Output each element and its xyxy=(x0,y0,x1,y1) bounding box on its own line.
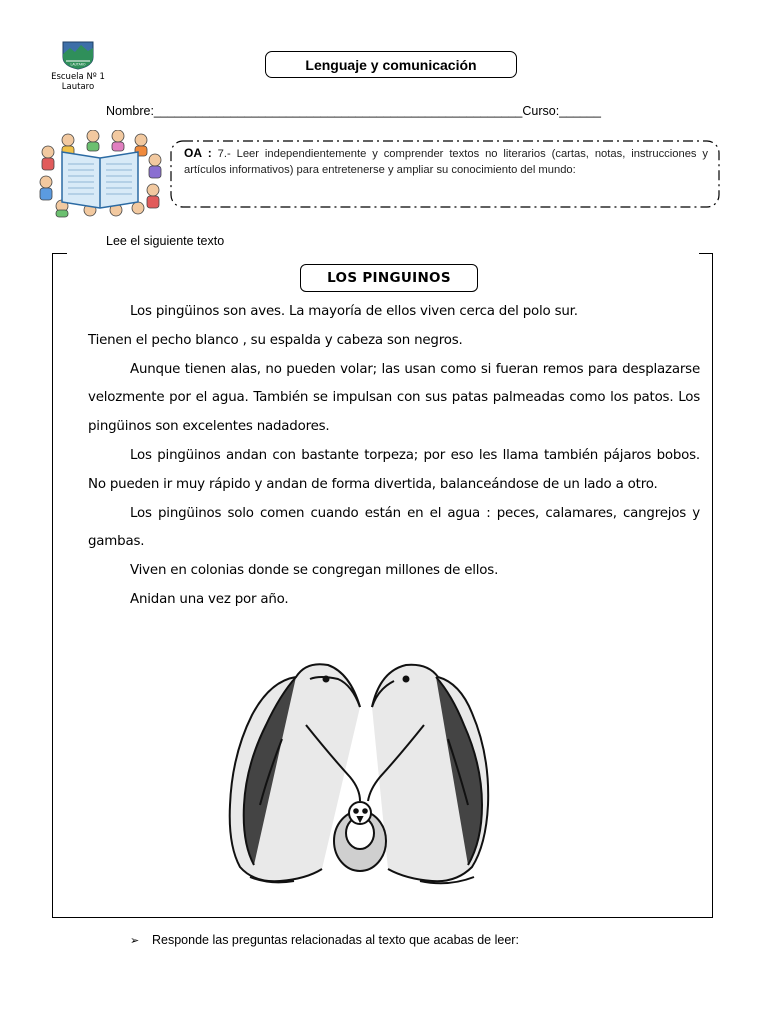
subject-title: Lenguaje y comunicación xyxy=(265,51,517,78)
objective-text: 7.- Leer independientemente y comprender textos no literarios (cartas, notas, instrucciones y artículos informativos) para entretenerse y ampliar su conocimiento del mundo: xyxy=(184,148,709,176)
penguins-illustration xyxy=(210,655,495,890)
reading-instruction: Lee el siguiente texto xyxy=(106,234,225,248)
reading-paragraph: Los pingüinos solo comen cuando están en el agua : peces, calamares, cangrejos y gambas. xyxy=(88,505,700,550)
reading-paragraph: Los pingüinos andan con bastante torpeza; por eso les llama también pájaros bobos. No pueden ir muy rápido y andan de forma divertida, balanceándose de un lado a otro. xyxy=(88,447,700,492)
objective-text-block xyxy=(184,146,708,178)
school-name xyxy=(38,72,118,92)
reading-paragraph: Viven en colonias donde se congregan millones de ellos. xyxy=(130,563,499,579)
school-logo xyxy=(38,40,118,92)
children-reading-book-illustration xyxy=(38,130,163,218)
questions-prompt-text: Responde las preguntas relacionadas al texto que acabas de leer: xyxy=(152,933,519,947)
reading-paragraph: Aunque tienen alas, no pueden volar; las usan como si fueran remos para desplazarse velozmente por el agua. También se impulsan con sus patas palmeadas como los patos. Los pingüinos son excelentes nadadores. xyxy=(88,361,700,435)
reading-paragraph: Tienen el pecho blanco , su espalda y cabeza son negros. xyxy=(88,332,463,348)
arrow-bullet-icon: ➢ xyxy=(130,935,140,947)
student-name-course-line: Nombre:_____________________________________________________Curso:______ xyxy=(106,104,601,118)
reading-paragraph: Los pingüinos son aves. La mayoría de ellos viven cerca del polo sur. xyxy=(130,304,578,319)
frame-top-gap xyxy=(67,252,699,256)
reading-body xyxy=(88,298,700,615)
school-shield-icon xyxy=(61,40,95,70)
shield-text: LAUTARO xyxy=(70,62,86,67)
objective-label: OA : xyxy=(184,146,212,160)
school-name-line2: Lautaro xyxy=(61,82,95,92)
reading-title: LOS PINGUINOS xyxy=(300,264,478,292)
school-name-line1: Escuela Nº 1 xyxy=(51,72,105,82)
learning-objective-box xyxy=(170,140,720,208)
questions-prompt xyxy=(130,933,519,947)
reading-paragraph: Anidan una vez por año. xyxy=(130,591,289,607)
